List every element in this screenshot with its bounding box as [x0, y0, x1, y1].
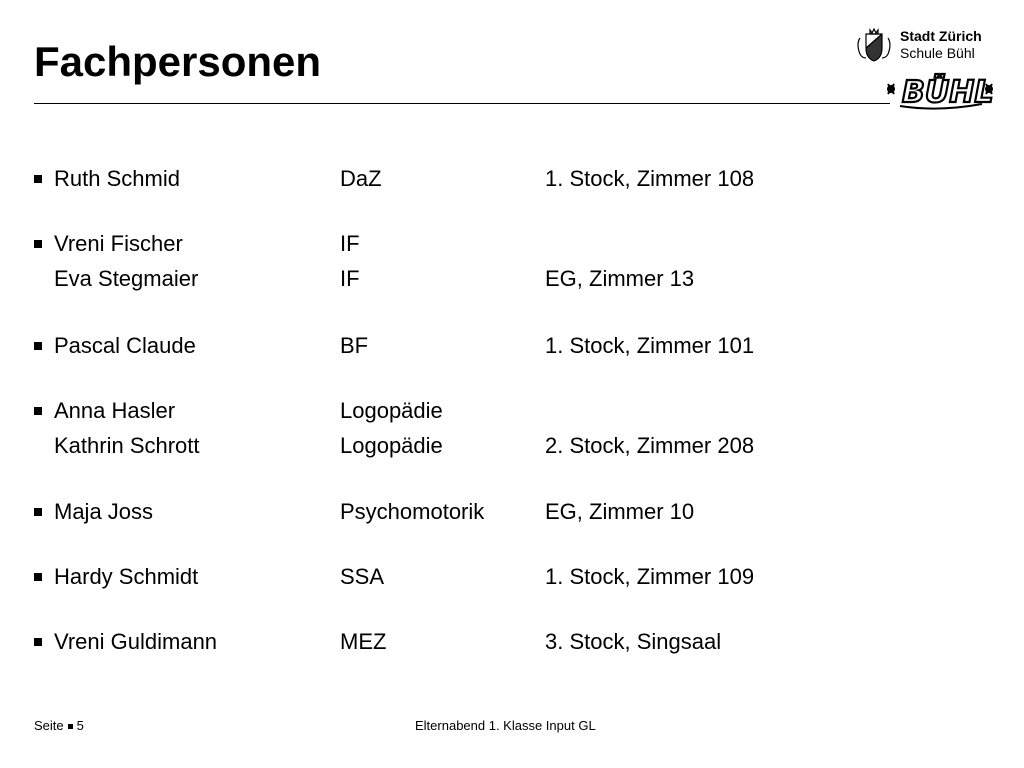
staff-role: Psychomotorik: [340, 499, 485, 524]
staff-role: Logopädie: [340, 398, 443, 423]
brand-city: Stadt Zürich: [900, 28, 982, 44]
staff-room: 3. Stock, Singsaal: [545, 629, 722, 654]
slide-title: Fachpersonen: [34, 38, 322, 85]
staff-name: Kathrin Schrott: [54, 433, 200, 458]
staff-role: DaZ: [340, 166, 382, 191]
bullet-icon: [34, 638, 42, 646]
staff-role: IF: [340, 231, 360, 256]
staff-role: BF: [340, 333, 369, 358]
staff-name: Hardy Schmidt: [54, 564, 199, 589]
school-logo: [852, 26, 1002, 116]
bullet-icon: [34, 573, 42, 581]
page-number: 5: [76, 718, 84, 733]
brand-school: Schule Bühl: [900, 45, 975, 61]
buehl-mascot-logo: [882, 70, 994, 112]
staff-role: SSA: [340, 564, 385, 589]
staff-name: Pascal Claude: [54, 333, 196, 358]
staff-room: 1. Stock, Zimmer 109: [545, 564, 755, 589]
bullet-icon: [34, 342, 42, 350]
staff-room: EG, Zimmer 13: [545, 266, 695, 291]
page-label: Seite: [34, 718, 64, 733]
zurich-crest-icon: [852, 28, 896, 64]
staff-room: EG, Zimmer 10: [545, 499, 695, 524]
separator-icon: [68, 724, 73, 729]
footer-title: Elternabend 1. Klasse Input GL: [415, 718, 596, 733]
page-indicator: [34, 717, 84, 735]
staff-role: IF: [340, 266, 360, 291]
staff-role: Logopädie: [340, 433, 443, 458]
staff-name: Vreni Fischer: [54, 231, 183, 256]
title-underline: [34, 103, 890, 104]
bullet-icon: [34, 508, 42, 516]
staff-name: Maja Joss: [54, 499, 154, 524]
staff-room: 2. Stock, Zimmer 208: [545, 433, 755, 458]
staff-role: MEZ: [340, 629, 387, 654]
staff-room: 1. Stock, Zimmer 108: [545, 166, 755, 191]
bullet-icon: [34, 240, 42, 248]
staff-name: Ruth Schmid: [54, 166, 180, 191]
mascot-text: BÜHL: [902, 75, 994, 110]
bullet-icon: [34, 175, 42, 183]
staff-name: Vreni Guldimann: [54, 629, 218, 654]
staff-name: Anna Hasler: [54, 398, 176, 423]
staff-name: Eva Stegmaier: [54, 266, 199, 291]
bullet-icon: [34, 407, 42, 415]
staff-room: 1. Stock, Zimmer 101: [545, 333, 755, 358]
